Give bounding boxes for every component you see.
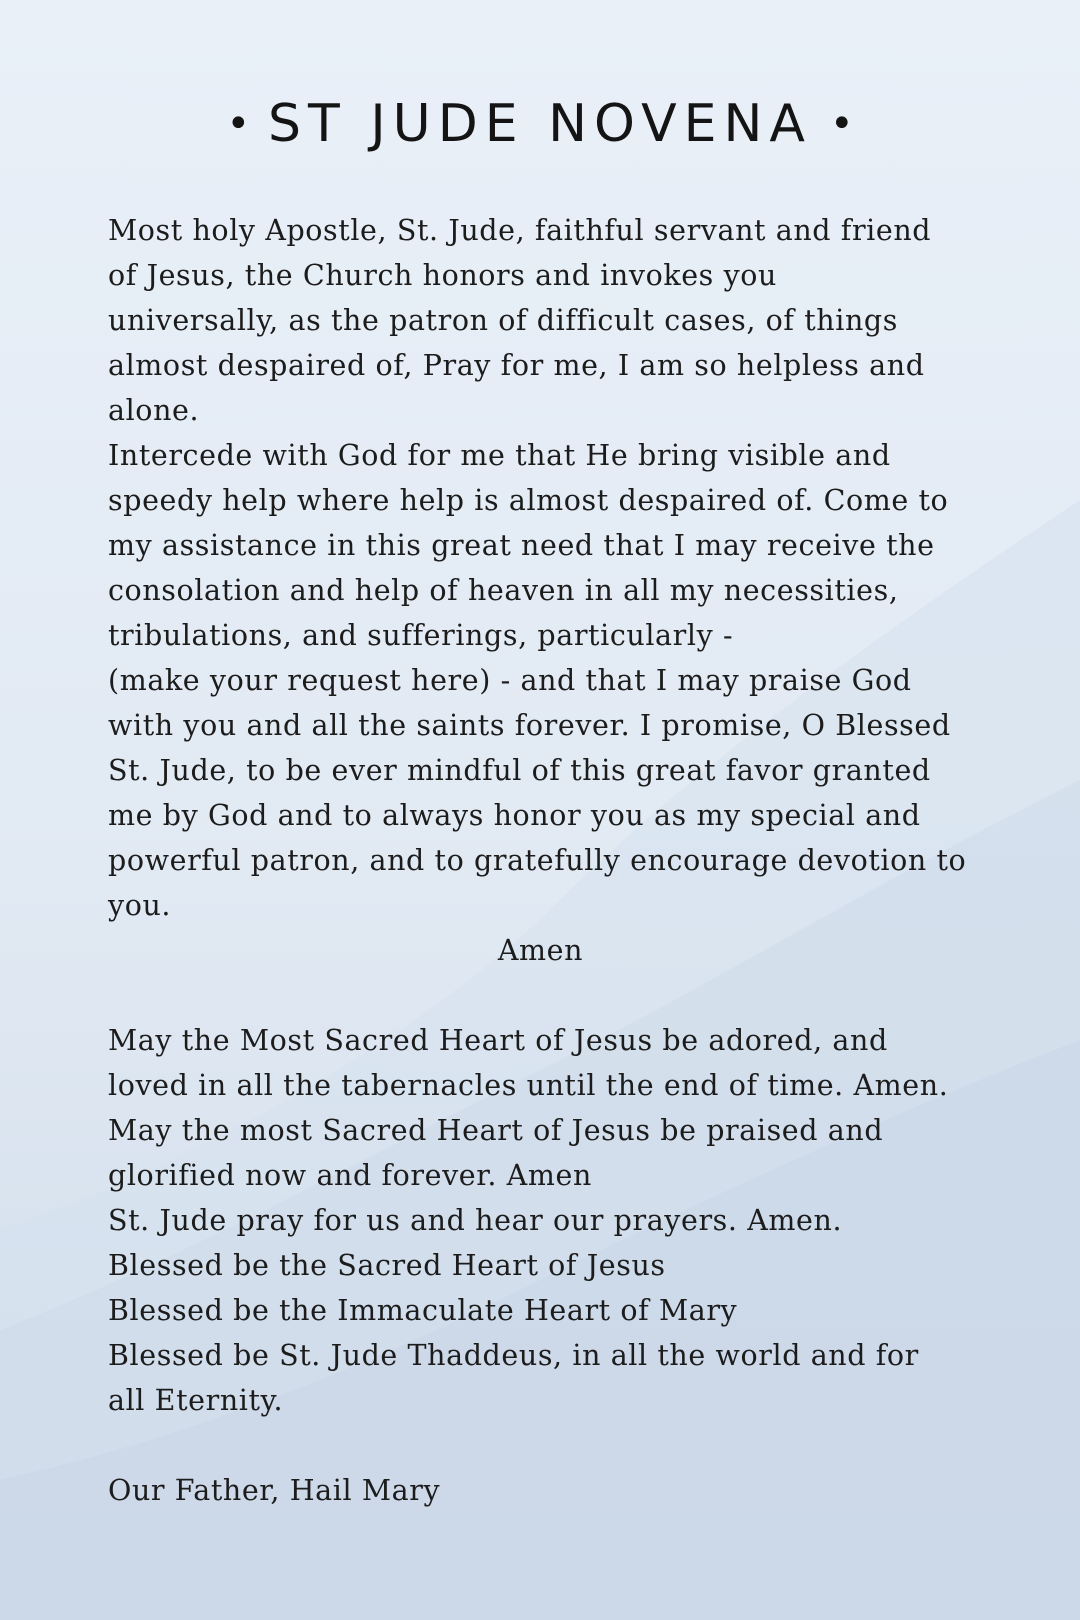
title-text: ST JUDE NOVENA <box>268 94 812 154</box>
prayer-line: with you and all the saints forever. I promise, O Blessed <box>108 709 951 742</box>
prayer-text-block <box>108 208 988 1513</box>
blessing-line: May the most Sacred Heart of Jesus be praised and <box>108 1114 884 1147</box>
spacer <box>108 1423 988 1468</box>
blessing-line: all Eternity. <box>108 1384 284 1417</box>
title-bullet-right: • <box>829 101 854 147</box>
prayer-line: you. <box>108 889 172 922</box>
page-title <box>0 88 1080 160</box>
prayer-line: Intercede with God for me that He bring visible and <box>108 439 891 472</box>
prayer-line: almost despaired of, Pray for me, I am so helpless and <box>108 349 925 382</box>
prayer-line: consolation and help of heaven in all my necessities, <box>108 574 899 607</box>
prayer-line: universally, as the patron of difficult cases, of things <box>108 304 898 337</box>
blessing-line: loved in all the tabernacles until the end of time. Amen. <box>108 1069 949 1102</box>
prayer-line: of Jesus, the Church honors and invokes you <box>108 259 777 292</box>
prayer-line: me by God and to always honor you as my special and <box>108 799 921 832</box>
prayer-line: my assistance in this great need that I may receive the <box>108 529 935 562</box>
blessing-line: Blessed be St. Jude Thaddeus, in all the world and for <box>108 1339 919 1372</box>
blessing-line: glorified now and forever. Amen <box>108 1159 592 1192</box>
prayer-line: speedy help where help is almost despaired of. Come to <box>108 484 949 517</box>
prayer-line: alone. <box>108 394 200 427</box>
prayer-line: (make your request here) - and that I may praise God <box>108 664 912 697</box>
prayer-amen: Amen <box>497 934 584 967</box>
closing-line: Our Father, Hail Mary <box>108 1474 441 1507</box>
blessing-line: Blessed be the Sacred Heart of Jesus <box>108 1249 666 1282</box>
blessing-line: Blessed be the Immaculate Heart of Mary <box>108 1294 738 1327</box>
prayer-line: powerful patron, and to gratefully encourage devotion to <box>108 844 967 877</box>
prayer-line: tribulations, and sufferings, particularly - <box>108 619 734 652</box>
blessing-line: May the Most Sacred Heart of Jesus be adored, and <box>108 1024 888 1057</box>
prayer-line: St. Jude, to be ever mindful of this great favor granted <box>108 754 931 787</box>
prayer-line: Most holy Apostle, St. Jude, faithful servant and friend <box>108 214 932 247</box>
spacer <box>108 973 988 1018</box>
blessing-line: St. Jude pray for us and hear our prayers. Amen. <box>108 1204 843 1237</box>
title-bullet-left: • <box>226 101 251 147</box>
